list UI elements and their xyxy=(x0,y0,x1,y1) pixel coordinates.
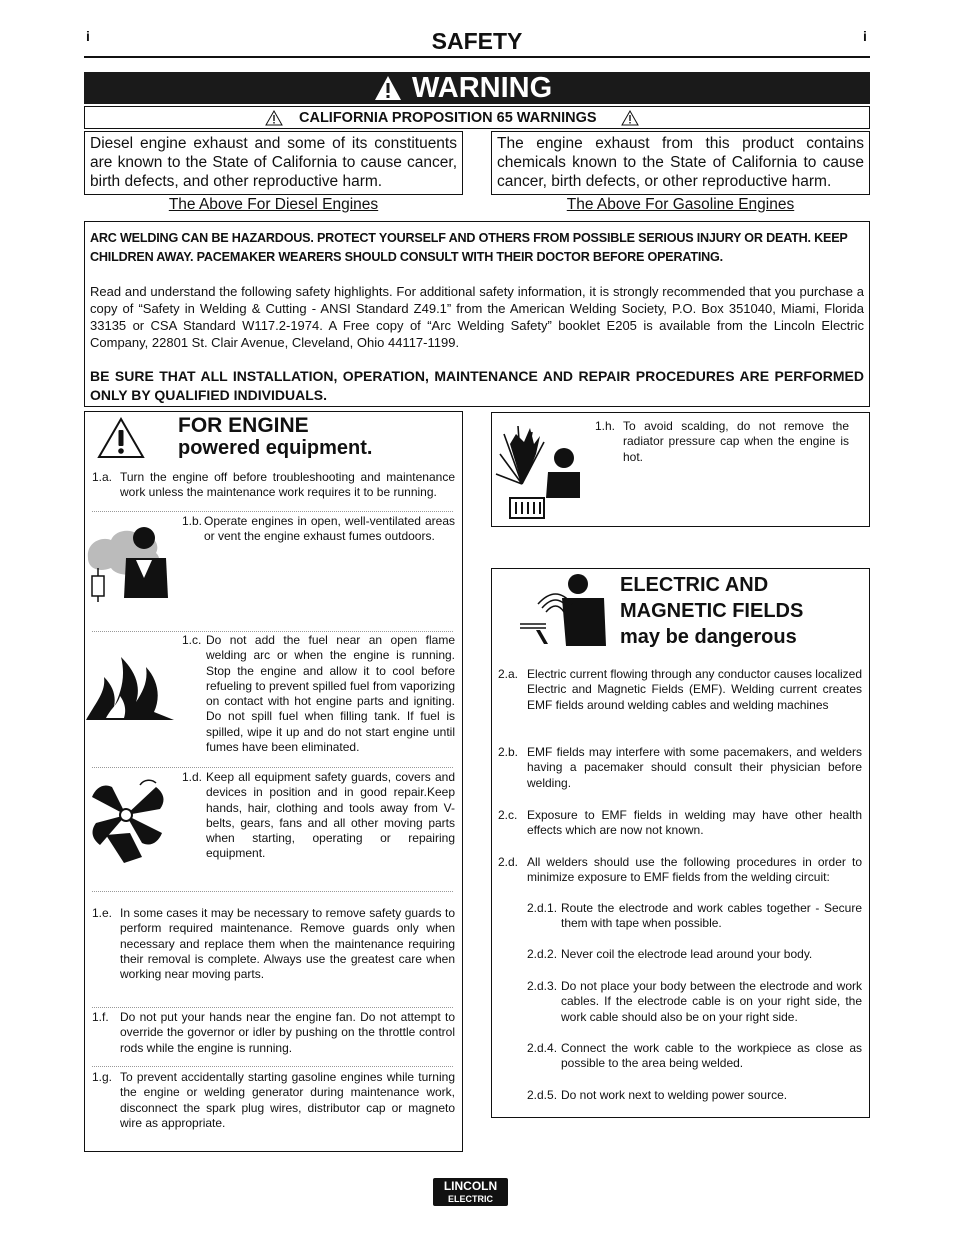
diesel-engines-label: The Above For Diesel Engines xyxy=(168,196,379,213)
divider xyxy=(92,767,453,768)
emf-section xyxy=(491,568,870,1118)
emf-heading-1: ELECTRIC AND xyxy=(620,574,769,596)
gasoline-engines-label: The Above For Gasoline Engines xyxy=(566,196,795,213)
prop65-heading-bar xyxy=(84,106,870,129)
warning-title: WARNING xyxy=(412,71,553,104)
exhaust-fumes-icon xyxy=(86,518,176,604)
emf-subitem-2d2: 2.d.2. Never coil the electrode lead around your body. xyxy=(527,947,813,961)
warning-triangle-icon xyxy=(374,75,402,101)
emf-item-2b: 2.b. EMF fields may interfere with some pacemakers, and welders having a pacemaker should consult their physician before welding. xyxy=(498,745,862,790)
warning-triangle-icon xyxy=(265,110,283,126)
title-rule xyxy=(84,56,870,58)
intro-box xyxy=(84,221,870,407)
flame-icon xyxy=(86,652,176,722)
page-number-left: i xyxy=(86,28,90,44)
warning-triangle-icon xyxy=(97,417,145,459)
engine-item-1d: 1.d. Keep all equipment safety guards, covers and devices in position and in good repair.Keep hands, hair, clothing and tools away from V-belts, gears, fans and all other moving parts when starting, operating or repairing equipment. xyxy=(182,770,455,861)
divider xyxy=(92,631,453,632)
engine-item-1h: 1.h. To avoid scalding, do not remove the radiator pressure cap when the engine is hot. xyxy=(595,419,849,464)
engine-item-1b: 1.b. Operate engines in open, well-ventilated areas or vent the engine exhaust fumes outdoors. xyxy=(182,514,455,544)
engine-heading-2: powered equipment. xyxy=(178,437,373,459)
page-title: SAFETY xyxy=(431,28,523,54)
prop65-gasoline-text: The engine exhaust from this product contains chemicals known to the State of California to cause cancer, birth defects, or other reproductive harm. xyxy=(491,131,870,195)
prop65-heading: CALIFORNIA PROPOSITION 65 WARNINGS xyxy=(299,109,597,126)
engine-heading-1: FOR ENGINE xyxy=(178,414,309,437)
qualified-statement: BE SURE THAT ALL INSTALLATION, OPERATION, MAINTENANCE AND REPAIR PROCEDURES ARE PERFORMED ONLY BY QUALIFIED INDIVIDUALS. xyxy=(90,368,864,403)
engine-item-1a: 1.a. Turn the engine off before troubleshooting and maintenance work unless the maintenance work requires it to be running. xyxy=(92,470,455,500)
engine-item-1e: 1.e. In some cases it may be necessary to remove safety guards to perform required maintenance. Remove guards only when necessary and replace them when the maintenance requiring their removal is complete. Always use the greatest care when working near moving parts. xyxy=(92,906,455,982)
divider xyxy=(92,511,453,512)
divider xyxy=(92,1007,453,1008)
emf-item-2d: 2.d. All welders should use the following procedures in order to minimize exposure to EMF fields from the welding circuit: xyxy=(498,855,862,885)
divider xyxy=(92,891,453,892)
engine-item-1f: 1.f. Do not put your hands near the engine fan. Do not attempt to override the governor or idler by pushing on the throttle control rods while the engine is running. xyxy=(92,1010,455,1055)
emf-subitem-2d4: 2.d.4. Connect the work cable to the workpiece as close as possible to the area being welded. xyxy=(527,1041,862,1071)
radiator-steam-icon xyxy=(492,414,584,522)
read-statement: Read and understand the following safety highlights. For additional safety information, it is strongly recommended that you purchase a copy of “Safety in Welding & Cutting - ANSI Standard Z49.1” from the American Welding Society, P.O. Box 351040, Miami, Florida 33135 or CSA Standard W117.2-1974. A Free copy of “Arc Welding Safety” booklet E205 is available from the Lincoln Electric Company, 22801 St. Clair Avenue, Cleveland, Ohio 44117-1199. xyxy=(90,284,864,350)
lincoln-electric-logo: LINCOLN ELECTRIC xyxy=(433,1178,508,1206)
emf-subitem-2d5: 2.d.5. Do not work next to welding power source. xyxy=(527,1088,788,1102)
emf-item-2a: 2.a. Electric current flowing through any conductor causes localized Electric and Magnetic Fields (EMF). Welding current creates EMF fields around welding cables and welding machines xyxy=(498,667,862,712)
prop65-diesel-text: Diesel engine exhaust and some of its constituents are known to the State of California to cause cancer, birth defects, and other reproductive harm. xyxy=(84,131,463,195)
emf-subitem-2d1: 2.d.1. Route the electrode and work cables together - Secure them with tape when possible. xyxy=(527,901,862,931)
warning-banner xyxy=(84,72,870,104)
engine-item-1c: 1.c. Do not add the fuel near an open flame welding arc or when the engine is running. Stop the engine and allow it to cool before refueling to prevent spilled fuel from vaporizing on contact with hot engine parts and igniting. Do not spill fuel when filling tank. If fuel is spilled, wipe it up and do not start engine until fumes have been eliminated. xyxy=(182,633,455,755)
fan-hand-icon xyxy=(86,775,172,865)
page-number-right: i xyxy=(863,28,867,44)
emf-subitem-2d3: 2.d.3. Do not place your body between the electrode and work cables. If the electrode cable is on your right side, the work cable should also be on your right side. xyxy=(527,979,862,1024)
emf-item-2c: 2.c. Exposure to EMF fields in welding may have other health effects which are now not known. xyxy=(498,808,862,838)
hazard-statement: ARC WELDING CAN BE HAZARDOUS. PROTECT YOURSELF AND OTHERS FROM POSSIBLE SERIOUS INJURY OR DEATH. KEEP CHILDREN AWAY. PACEMAKER WEARERS SHOULD CONSULT WITH THEIR DOCTOR BEFORE OPERATING. xyxy=(90,231,848,264)
emf-heading-2: MAGNETIC FIELDS xyxy=(620,600,804,622)
emf-heading-3: may be dangerous xyxy=(620,626,797,648)
divider xyxy=(92,1066,453,1067)
warning-triangle-icon xyxy=(621,110,639,126)
emf-welder-icon xyxy=(516,572,608,650)
engine-item-1g: 1.g. To prevent accidentally starting gasoline engines while turning the engine or welding generator during maintenance work, disconnect the spark plug wires, distributor cap or magneto wire as appropriate. xyxy=(92,1070,455,1130)
